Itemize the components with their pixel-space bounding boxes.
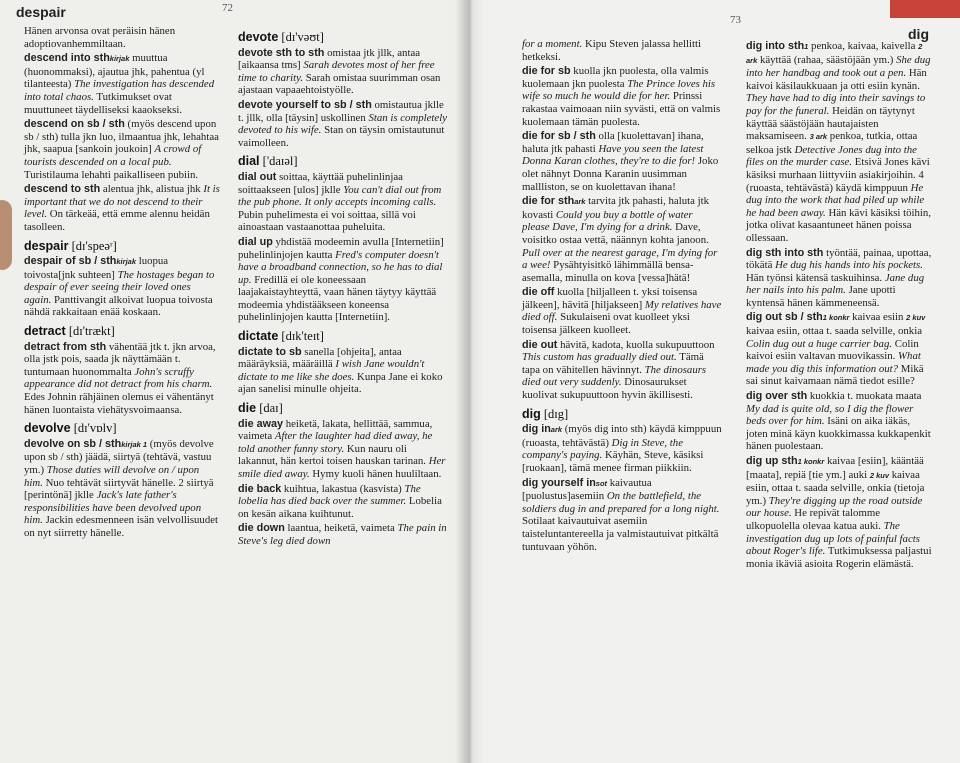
dictionary-entry xyxy=(24,118,220,181)
example-sentence: After the laughter had died away, he told another funny story. xyxy=(238,430,433,455)
definition-text: kaivaa [esiin], kääntää [maata], repiä [tie ym.] auki xyxy=(746,455,924,481)
example-sentence: Jack's late father's responsibilities have been devolved upon him. xyxy=(24,489,202,527)
definition-text: Hänen arvonsa ovat peräisin hänen adoptiovanhemmiltaan. xyxy=(24,25,176,50)
headword xyxy=(24,422,220,435)
translation-text: Stan on täysin omistautunut vaimolleen. xyxy=(238,124,445,149)
dictionary-entry xyxy=(238,236,448,324)
phrasal-verb: dig sth into sth xyxy=(746,246,824,259)
dictionary-entry xyxy=(522,286,722,336)
example-sentence: They have had to dig into their savings to pay for the funeral. xyxy=(746,92,926,117)
definition-text: omistautua jklle t. jllk, olla [täysin] uskollinen xyxy=(238,98,444,124)
thumb xyxy=(0,200,12,270)
dictionary-entry xyxy=(746,455,932,570)
entry-continuation xyxy=(522,38,722,63)
definition-text: penkoa, kaivaa, kaivella xyxy=(808,40,919,52)
translation-text: Pubin puhelimesta ei voi soittaa, sillä voi ainoastaan vastaanottaa puheluita. xyxy=(238,208,416,234)
translation-text: Pysähtyisitkö lähimmällä bensa-asemalla, minulla on kova [vessa]hätä! xyxy=(522,259,694,284)
example-sentence: The lobelia has died back over the summer. xyxy=(238,482,421,508)
example-sentence: Those duties will devolve on / upon him. xyxy=(24,464,200,489)
translation-text: Nuo tehtävät siirtyvät hänelle. 2 siirtyä [perintönä] jkllе xyxy=(24,476,214,502)
right-page xyxy=(470,0,960,763)
headword-text: dig xyxy=(522,406,541,421)
phrasal-verb: detract from sth xyxy=(24,340,107,353)
headword xyxy=(238,330,448,343)
translation-text: Heidän on täytynyt käyttää säästöjään hautajaisten maksamiseen. xyxy=(746,104,915,143)
headword xyxy=(522,408,722,421)
usage-label: 1 konkr xyxy=(797,457,825,466)
dictionary-entry xyxy=(24,341,220,417)
translation-text: Käyhän, Steve, käsiksi [ruokaan], tämä menee firman piikkiin. xyxy=(522,449,704,474)
phrasal-verb: devote sth to sth xyxy=(238,46,325,59)
usage-label: 3 ark xyxy=(809,132,828,142)
headword-text: dial xyxy=(238,154,260,169)
dictionary-entry xyxy=(746,311,932,388)
example-sentence: The dinosaurs died out very suddenly. xyxy=(522,363,707,389)
phrasal-verb: dig into sth xyxy=(746,40,805,52)
headword-text: despair xyxy=(24,238,69,253)
phrasal-verb: dig up sth xyxy=(746,455,798,467)
dictionary-entry xyxy=(238,47,448,97)
right-page-column-1 xyxy=(522,38,722,555)
definition-text: kaivaa esiin xyxy=(849,311,907,324)
dictionary-entry xyxy=(522,339,722,402)
dictionary-entry xyxy=(746,40,932,245)
definition-text: muuttua (huonommaksi), ajautua jhk, pahentua (yl tilanteesta) xyxy=(24,52,205,91)
definition-text: yhdistää modeemin avulla [Internetiin] puhelinlinjojen kautta xyxy=(238,235,444,261)
phrasal-verb: dial out xyxy=(238,170,277,183)
phrasal-verb: dictate to sb xyxy=(238,345,302,358)
phrasal-verb: devolve on sb / sth xyxy=(24,437,122,450)
phrasal-verb: die away xyxy=(238,417,284,430)
definition-text: luopua toivosta[jnk suhteen] xyxy=(24,255,169,281)
dictionary-entry xyxy=(238,171,448,234)
translation-text: Sotilaat kaivautuivat asemiin taisteluntantereella ja valmistautuivat pitkältä tuntuvaan yöhön. xyxy=(522,515,719,553)
phrasal-verb: dig over sth xyxy=(746,390,808,403)
phrasal-verb: die for sb / sth xyxy=(522,130,596,143)
phrasal-verb: die back xyxy=(238,482,282,495)
red-corner xyxy=(890,0,960,18)
translation-text: Lobelia on kesän aikana kuihtunut. xyxy=(238,495,442,520)
example-sentence: A crowd of tourists descended on a local pub. xyxy=(24,143,202,168)
pronunciation: [dɪg] xyxy=(540,406,569,421)
usage-label: kirjak xyxy=(116,257,136,267)
dictionary-entry xyxy=(238,418,448,481)
translation-text: Sukulaiseni ovat kuolleet yksi toisensa jälkeen kuolleet. xyxy=(522,311,690,337)
headword xyxy=(24,325,220,338)
definition-text: alentua jhk, alistua jhk xyxy=(100,183,204,196)
headword-text: dictate xyxy=(238,329,279,344)
phrasal-verb: descend on sb / sth xyxy=(24,118,125,131)
translation-text: Hän kävi käsiksi töihin, jotka olivat kasaantuneet hänen poissa ollessaan. xyxy=(746,206,932,244)
left-page xyxy=(0,0,470,763)
example-sentence: You can't dial out from the pub phone. It only accepts incoming calls. xyxy=(238,183,442,209)
example-sentence: The Prince loves his wife so much he would die for her. xyxy=(522,77,716,103)
translation-text: Tutkimuksessa paljastui monia ikäviä asioita Rogerin elämästä. xyxy=(746,545,932,570)
definition-text: (myös dig into sth) xyxy=(562,423,650,436)
pronunciation: [daɪ] xyxy=(256,401,283,416)
guide-word-left: despair xyxy=(16,4,66,20)
translation-text: Hymy kuoli hänen huuliltaan. xyxy=(309,468,442,480)
pronunciation: [dɪ'speəʳ] xyxy=(68,238,117,253)
example-sentence: Jane dug her nails into his palm. xyxy=(746,271,925,297)
page-number-right: 73 xyxy=(730,14,741,26)
definition-text: (myös devolve upon sb / sth) xyxy=(24,437,214,464)
example-sentence: He dug his hands into his pockets. xyxy=(775,259,923,272)
example-sentence: They're digging up the road outside our house. xyxy=(746,494,923,520)
dictionary-entry xyxy=(522,423,722,474)
definition-text: kuihtua, lakastua (kasvista) xyxy=(281,482,405,495)
phrasal-verb: devote yourself to sb / sth xyxy=(238,98,372,111)
translation-text: Jane upotti kyntensä hänen kämmeneensä. xyxy=(746,284,896,309)
usage-label: 1 xyxy=(804,42,809,51)
phrasal-verb: die down xyxy=(238,522,285,535)
example-sentence: The hostages began to despair of ever seeing their loved ones again. xyxy=(24,268,215,306)
left-page-column-2 xyxy=(238,25,448,550)
example-sentence: John's scruffy appearance did not detract from his charm. xyxy=(24,365,213,391)
translation-text: Kunpa Jane ei koko ajan sanelisi minulle ohjeita. xyxy=(238,370,443,396)
page-number-left: 72 xyxy=(222,2,233,14)
definition-text: Kipu Steven jalassa hellitti hetkeksi. xyxy=(522,38,702,63)
phrasal-verb: die out xyxy=(522,338,558,351)
definition-text: sanella [ohjeita], antaa määräyksiä, määräillä xyxy=(238,345,402,371)
translation-text: Sarah omistaa suurimman osan ajastaan vapaaehtoistyölle. xyxy=(238,71,441,97)
dictionary-entry xyxy=(24,52,220,116)
usage-label: 2 ark xyxy=(746,42,923,65)
example-sentence: Colin dug out a huge carrier bag. xyxy=(746,337,893,350)
dictionary-entry xyxy=(24,255,220,319)
definition-text: kuolla jkn puolesta, olla valmis kuolemaan jkn puolesta xyxy=(522,65,709,90)
pronunciation: [dɪ'vɒlv] xyxy=(70,421,117,436)
headword-text: devolve xyxy=(24,421,71,436)
pronunciation: ['daɪəl] xyxy=(259,154,298,169)
definition-text: jäädä, siirtyä (tehtävä, vastuu ym.) xyxy=(24,451,212,476)
pronunciation: [dɪk'teɪt] xyxy=(278,329,324,344)
phrasal-verb: dig yourself in xyxy=(522,476,596,489)
example-sentence: My dad is quite old, so I dig the flower beds over for him. xyxy=(746,402,914,428)
usage-label: kirjak 1 xyxy=(121,439,148,449)
example-sentence: Sarah devotes most of her free time to charity. xyxy=(238,59,435,84)
example-sentence: Detective Jones dug into the files on the murder case. xyxy=(746,143,917,169)
example-sentence: for a moment. xyxy=(522,38,583,50)
pronunciation: [dɪ'vəʊt] xyxy=(278,30,324,44)
phrasal-verb: die off xyxy=(522,286,555,299)
example-sentence: The investigation dug up lots of painful facts about Roger's life. xyxy=(746,519,920,558)
dictionary-entry xyxy=(522,130,722,193)
definition-text: kaivautua [puolustus]asemiin xyxy=(522,476,652,503)
headword xyxy=(238,155,448,168)
translation-text: Joko olet nähnyt Donna Karanin uusimman mallliston, se on kuolettavan ihana! xyxy=(522,155,719,193)
definition-text: hävitä, kadota, kuolla sukupuuttoon xyxy=(557,338,715,351)
dictionary-entry xyxy=(238,346,448,396)
definition-text: olla [kuolettavan] ihana, haluta jtk pahasti xyxy=(522,130,704,155)
book-gutter xyxy=(455,0,485,763)
definition-text: omistaa jtk jllk, antaa [aikaansa tms] xyxy=(238,46,421,72)
dictionary-entry xyxy=(238,522,448,547)
usage-label: ark xyxy=(574,197,586,207)
usage-label: ark xyxy=(550,425,563,435)
dictionary-entry xyxy=(746,390,932,453)
example-sentence: Her smile died away. xyxy=(238,455,446,480)
example-sentence: Could you buy a bottle of water please Dave, I'm dying for a drink. xyxy=(522,208,693,234)
translation-text: Tutkimukset ovat muuttuneet täydelliseksi kaaokseksi. xyxy=(24,90,183,116)
right-page-column-2 xyxy=(746,40,932,572)
phrasal-verb: dial up xyxy=(238,235,273,248)
example-sentence: I wish Jane wouldn't dictate to me like she does. xyxy=(238,358,425,383)
example-sentence: The pain in Steve's leg died down xyxy=(238,522,447,547)
example-sentence: My relatives have died off. xyxy=(522,298,722,324)
definition-text: penkoa, tutkia, ottaa selkoa jstk xyxy=(746,130,918,156)
phrasal-verb: die for sth xyxy=(522,195,575,208)
translation-text: Panttivangit alkoivat luopua toivosta nähdä rakkaitaan enää koskaan. xyxy=(24,293,213,319)
translation-text: Edes Johnin rähjäinen olemus ei vähentänyt hänen luontaista viehätysvoimaansa. xyxy=(24,391,214,416)
example-sentence: On the battlefield, the soldiers dug in and prepared for a long night. xyxy=(522,490,720,515)
example-sentence: Have you seen the latest Donna Karan clothes, they're to die for! xyxy=(522,142,704,168)
dictionary-entry xyxy=(522,65,722,128)
translation-text: Fredillä ei ole koneessaan laajakaistayhteyttä, vaan hänen täytyy käyttää modeemia yhdistääkseen koneensa puhelinlinjojen kautta [Internetiin]. xyxy=(238,273,437,324)
dictionary-entry xyxy=(24,183,220,233)
translation-text: Hän kaivoi käsilaukkuaan ja otti esiin kynän. xyxy=(746,67,927,92)
translation-text: He repivät talomme ulkopuolella olevaa katua auki. xyxy=(746,507,884,532)
example-sentence: Stan is completely devoted to his wife. xyxy=(238,111,448,137)
example-sentence: He dug into the work that had piled up while he had been away. xyxy=(746,181,925,219)
definition-text: laantua, heiketä, vaimeta xyxy=(284,522,398,535)
usage-label: 2 kuv xyxy=(869,470,889,480)
example-sentence: The investigation has descended into total chaos. xyxy=(24,78,215,103)
entry-continuation xyxy=(24,25,220,50)
translation-text: Dave, voisitko ostaa vettä, näännyn kohta janoon. xyxy=(522,221,709,246)
phrasal-verb: dig out sb / sth xyxy=(746,311,823,324)
translation-text: Kun nauru oli lakannut, hän kertoi toisen hauskan tarinan. xyxy=(238,442,429,468)
usage-label: kirjak xyxy=(109,54,130,64)
translation-text: Isäni on aika iäkäs, joten minä käyn kuokkimassa kukkapenkit hänen puolestaan. xyxy=(746,415,931,453)
translation-text: Etsivä Jones kävi käsiksi murhaan liittyviin asiakirjoihin. 4 (ruoasta, tehtävästä) käydä kimppuun xyxy=(746,156,930,194)
definition-text: kuokkia t. muokata maata xyxy=(807,390,922,403)
pronunciation: [dɪ'trækt] xyxy=(65,324,115,339)
translation-text: Jackin edesmenneen isän velvollisuudet on nyt siirretty hänelle. xyxy=(24,514,219,539)
definition-text: kaivaa esiin, ottaa t. saada selville, onkia xyxy=(746,325,922,338)
dictionary-entry xyxy=(522,477,722,554)
phrasal-verb: descend to sth xyxy=(24,183,101,196)
guide-word-right: dig xyxy=(908,26,929,42)
definition-text: (myös descend upon sb / sth) tulla jkn luo, ilmaantua jhk, lehahtaa jhk, saapua [sankoin joukoin] xyxy=(24,118,219,156)
definition-text: käyttää (rahaa, säästöjään ym.) xyxy=(757,53,897,66)
definition-text: työntää, painaa, upottaa, tökätä xyxy=(746,246,932,272)
usage-label: 1 konkr xyxy=(822,313,850,323)
translation-text: Prinssi rakastaa vaimoaan niin syvästi, että on valmis kuolemaan tämän puolesta. xyxy=(522,90,721,128)
translation-text: Dinosaurukset kuolivat sukupuuttoon hyvin äkillisesti. xyxy=(522,376,693,402)
definition-text: heiketä, lakata, hellittää, sammua, vaimeta xyxy=(238,417,433,443)
translation-text: Colin kaivoi esiin valtavan muovikassin. xyxy=(746,337,919,363)
translation-text: On tärkeää, että emme alennu heidän tasolleen. xyxy=(24,208,210,233)
translation-text: Mikä sai sinut kaivamaan nämä tiedot esille? xyxy=(746,362,924,388)
definition-text: vähentää jtk t. jkn arvoa, olla jstk pois, saada jk näyttämään t. tuntumaan huonommalta xyxy=(24,340,216,378)
example-sentence: It is important that we do not descend to their level. xyxy=(24,183,220,221)
phrasal-verb: die for sb xyxy=(522,65,571,78)
headword-text: detract xyxy=(24,324,66,339)
dictionary-entry xyxy=(238,99,448,149)
example-sentence: What made you dig this information out? xyxy=(746,350,921,375)
dictionary-entry xyxy=(522,195,722,284)
usage-label: sot xyxy=(595,478,608,488)
headword xyxy=(238,31,448,44)
dictionary-entry xyxy=(238,483,448,521)
definition-text: soittaa, käyttää puhelinlinjaa soittaakseen [ulos] jklle xyxy=(238,170,403,196)
translation-text: Tämä tapa on vähitellen hävinnyt. xyxy=(522,351,704,376)
translation-text: Turistilauma lehahti paikalliseen pubiin. xyxy=(24,168,199,181)
phrasal-verb: dig in xyxy=(522,423,551,436)
phrasal-verb: descend into sth xyxy=(24,52,110,65)
usage-label: 2 kuv xyxy=(906,313,926,323)
dictionary-entry xyxy=(24,438,220,540)
phrasal-verb: despair of sb / sth xyxy=(24,255,117,268)
example-sentence: Dig in Steve, the company's paying. xyxy=(522,436,683,462)
headword-text: devote xyxy=(238,30,279,44)
definition-text: kuolla [hiljalleen t. yksi toisensa jälkeen], hävitä [hiljakseen] xyxy=(522,286,698,311)
definition-text: kaivaa esiin, ottaa t. saada selville, onkia (tietoja ym.) xyxy=(746,468,925,507)
definition-text: käydä kimppuun (ruoasta, tehtävästä) xyxy=(522,423,722,449)
example-sentence: She dug into her handbag and took out a pen. xyxy=(746,53,931,80)
dictionary-entry xyxy=(746,247,932,310)
example-sentence: Fred's computer doesn't have a broadband connection, so he has to dial up. xyxy=(238,248,443,286)
definition-text: tarvita jtk pahasti, haluta jtk kovasti xyxy=(522,195,709,221)
headword xyxy=(24,240,220,253)
translation-text: Hän työnsi kätensä taskuihinsa. xyxy=(746,271,885,284)
left-page-column-1 xyxy=(24,25,220,542)
headword xyxy=(238,402,448,415)
example-sentence: This custom has gradually died out. xyxy=(522,351,677,364)
headword-text: die xyxy=(238,401,257,416)
example-sentence: Pull over at the nearest garage, I'm dying for a wee! xyxy=(522,246,718,272)
